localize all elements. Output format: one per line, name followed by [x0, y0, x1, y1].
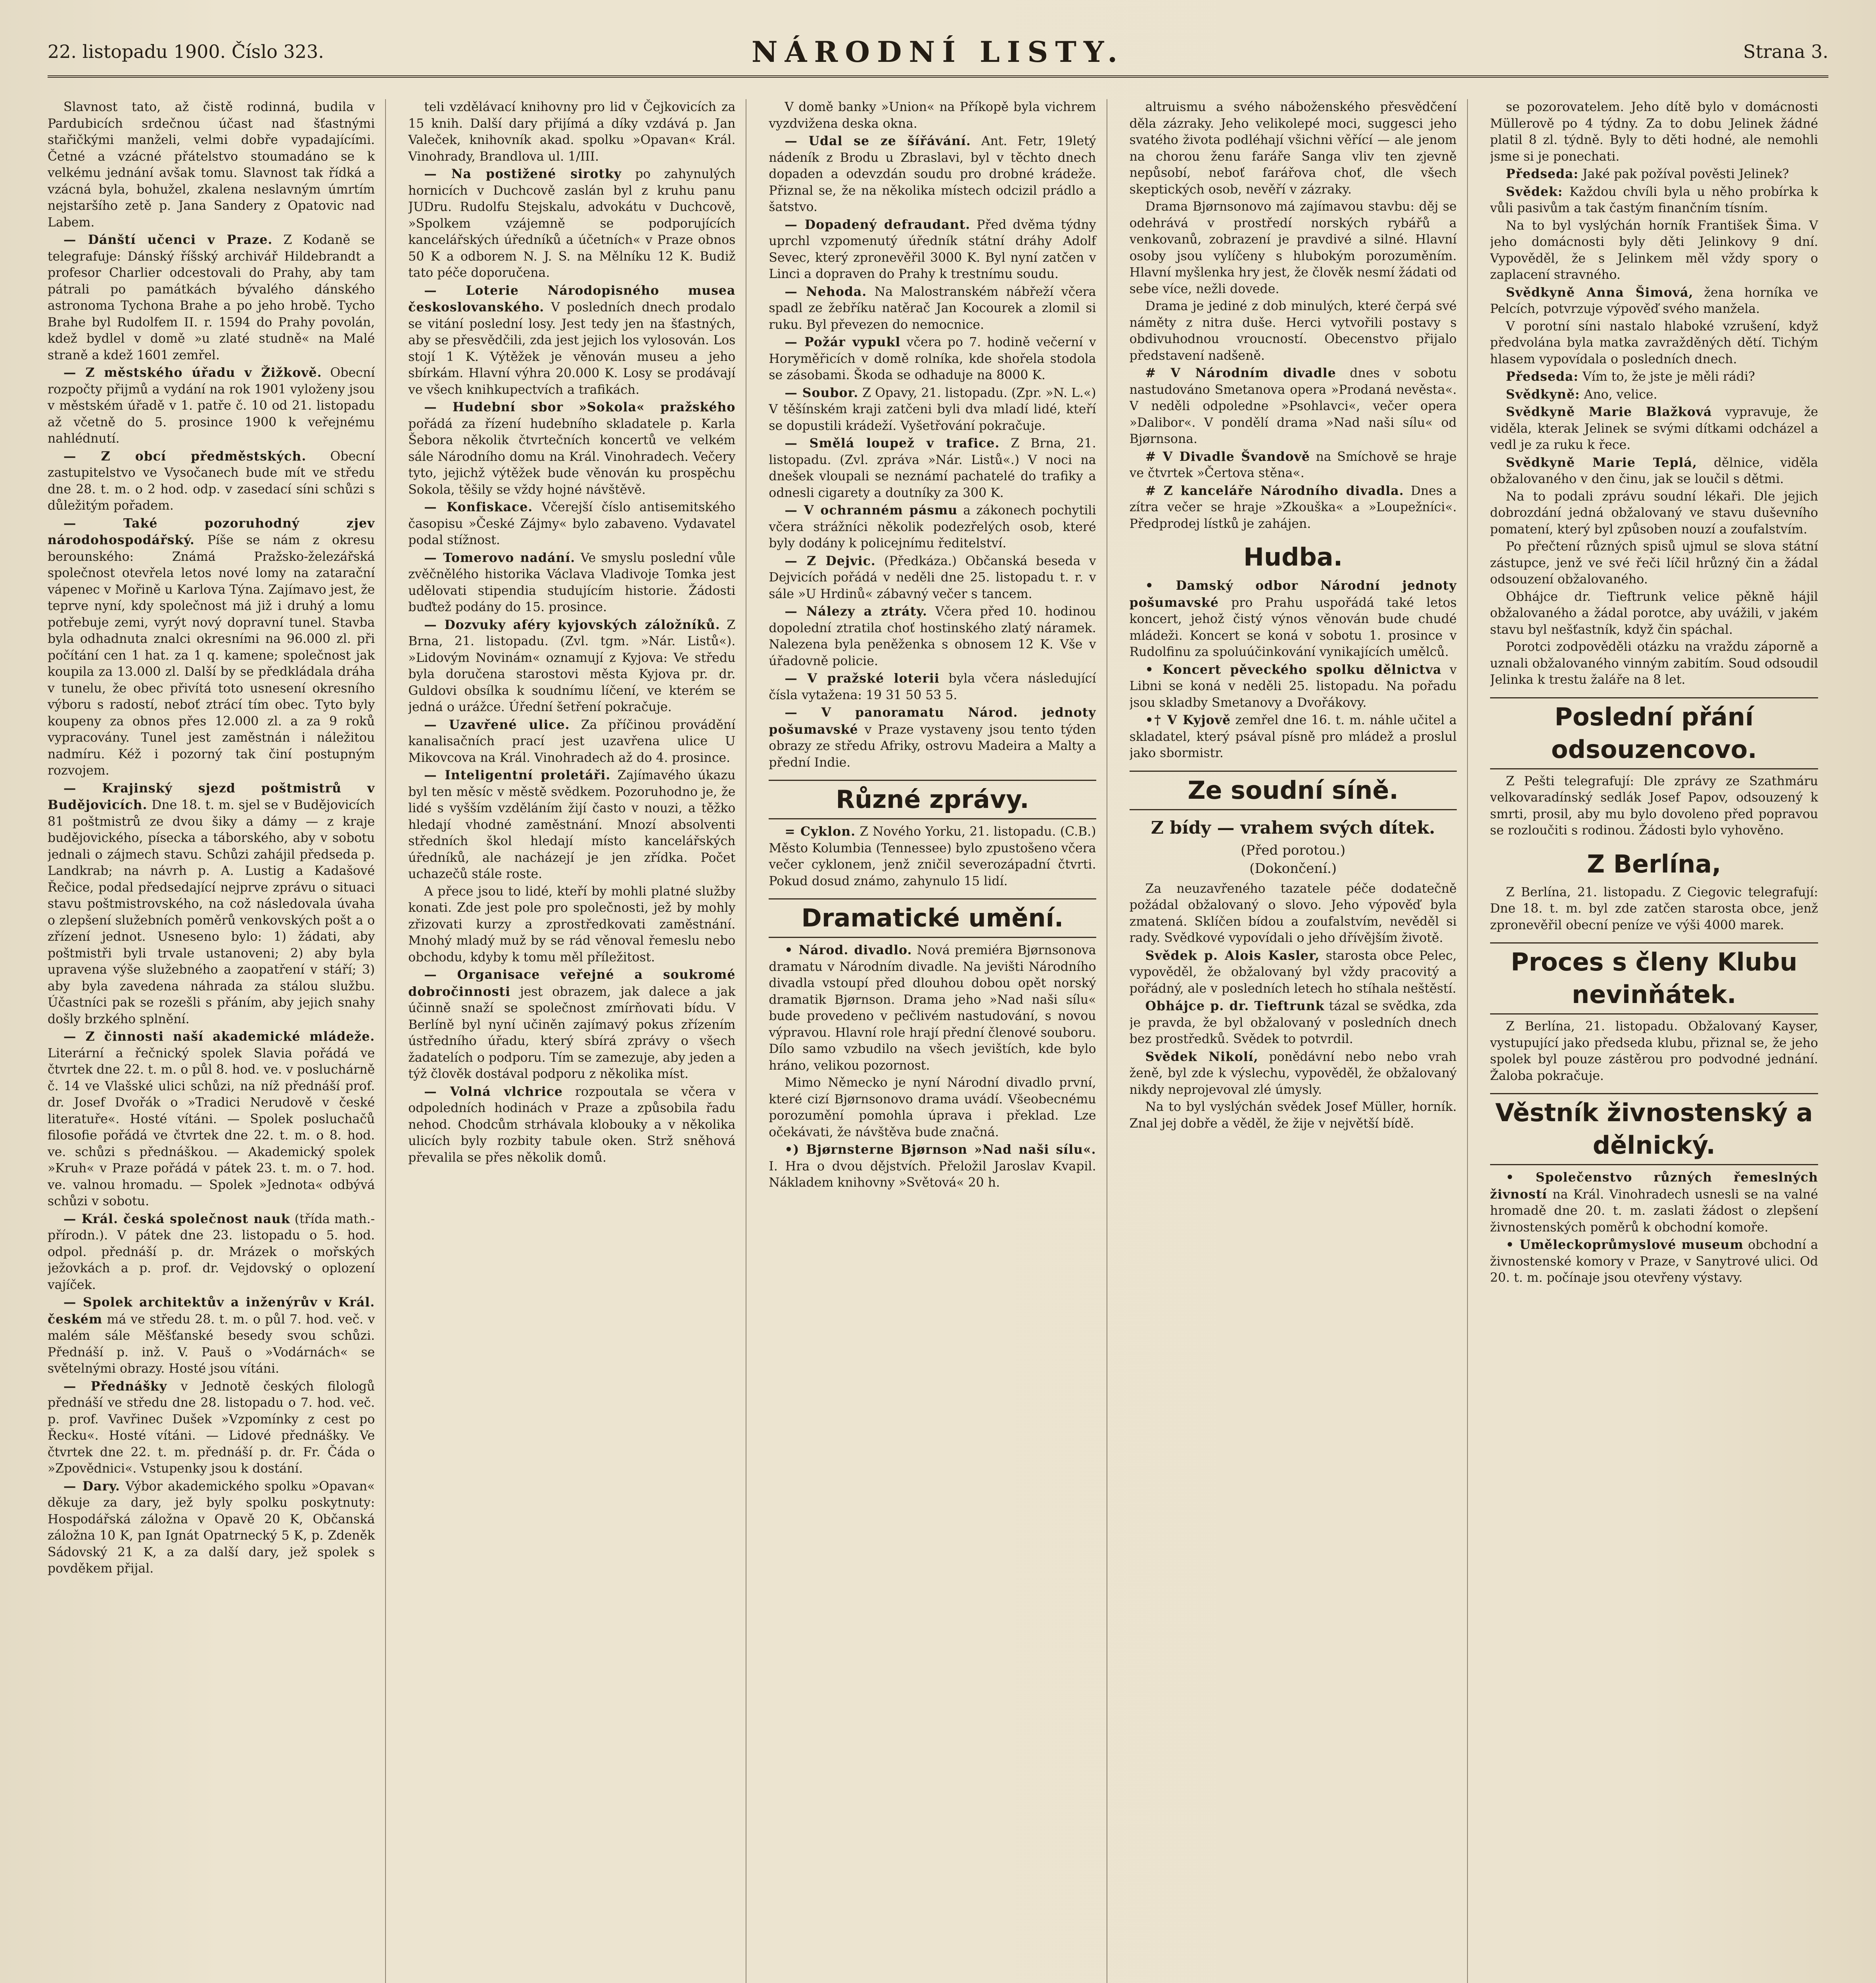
newspaper-title: NÁRODNÍ LISTY. [751, 35, 1125, 69]
paragraph-text: Z Berlína, 21. listopadu. Obžalovaný Kayser, vystupující jako předseda klubu, přiznal se, že jeho spolek byl pouze zástěrou pro podvodné jednání. Žaloba pokračuje. [1490, 1019, 1818, 1083]
paragraph-text: Na Malostranském nábřeží včera spadl ze žebříku natěrač Jan Kocourek a zlomil si ruku. Byl převezen do nemocnice. [769, 284, 1096, 332]
paragraph-lead: — Uzavřené ulice. [424, 717, 570, 732]
paragraph-text: Porotci zodpověděli otázku na vraždu záporně a uznali obžalovaného vinným zabitím. Soud odsoudil Jelinka k trestu žaláře na 8 let. [1490, 640, 1818, 687]
article-paragraph [1130, 449, 1457, 482]
paragraph-lead: • Národ. divadlo. [785, 943, 912, 957]
article-paragraph [769, 603, 1096, 669]
paragraph-lead: — V panoramatu Národ. jednoty pošumavské [769, 705, 1096, 737]
article-paragraph [1130, 1099, 1457, 1132]
paragraph-lead: • Uměleckoprůmyslové museum [1506, 1237, 1744, 1252]
paragraph-lead: — Udal se ze šířávání. [785, 134, 971, 148]
paragraph-text: Drama Bjørnsonovo má zajímavou stavbu: děj se odehrává v prostředí norských rybářů a venkovanů, zobrazení je pravdivé a silné. Hlavní osoby jsou vylíčeny s hlubokým porozuměním. Hlavní myšlenka hry jest, že člověk nesmí žádati od sebe více, nežli dovede. [1129, 199, 1457, 296]
paragraph-text: ponědávní nebo nebo vrah ženě, byl zde k výslechu, vypověděl, že obžalovaný nikdy neprojevoval zlé úmysly. [1129, 1049, 1457, 1097]
section-heading: Různé zprávy. [769, 780, 1096, 819]
paragraph-lead: Svědkyně Anna Šimová, [1506, 285, 1694, 300]
paragraph-lead: — Hudební sbor »Sokola« pražského [424, 400, 736, 414]
paragraph-text: Z Pešti telegrafují: Dle zprávy ze Szathmáru velkovaradínský sedlák Josef Papov, odsouzený k smrti, prosil, aby mu bylo dovoleno před popravou se rozloučiti s rodinou. Žádosti bylo vyhověno. [1490, 774, 1818, 838]
paragraph-text: Vím to, že jste je měli rádi? [1579, 370, 1755, 384]
article-paragraph [408, 499, 735, 549]
paragraph-lead: — Konfiskace. [424, 500, 533, 514]
article-paragraph [1490, 773, 1818, 839]
paragraph-lead: — Smělá loupež v trafice. [785, 436, 1000, 451]
paragraph-lead: — Přednášky [63, 1379, 167, 1394]
paragraph-lead: — V ochranném pásmu [785, 503, 958, 518]
article-paragraph [1130, 483, 1457, 533]
column-1 [48, 99, 386, 1983]
article-paragraph [1490, 589, 1818, 639]
article-paragraph [1490, 884, 1818, 934]
paragraph-text: vypravuje, že viděla, kterak Jelinek se svými dítkami odcházel a vedl je za ruku k řece. [1490, 405, 1818, 452]
paragraph-text: Mimo Německo je nyní Národní divadlo první, které cizí Bjørnsonovo drama uvádí. Všeobecnému porozumění pomohla úprava i překlad. Lze očekávati, že návštěva bude značná. [769, 1076, 1096, 1139]
paragraph-lead: • Koncert pěveckého spolku dělnictva [1145, 662, 1442, 677]
paragraph-text: Výbor akademického spolku »Opavan« děkuje za dary, jež byly spolku poskytnuty: Hospodářská záložna v Opavě 20 K, Občanská záložna 10 K, pan Ignát Opatrnecký 5 K, p. Zdeněk Sádovský 21 K, a za další dary, jež spolek s povděkem přijal. [48, 1479, 375, 1576]
article-paragraph [48, 515, 375, 779]
article-paragraph [769, 823, 1096, 890]
paragraph-lead: — Spolek architektův a inženýrův v Král. českém [48, 1295, 375, 1327]
paragraph-text: (třída math.-přírodn.). V pátek dne 23. listopadu o 5. hod. odpol. přednáší p. dr. Mrázek o mořských ježovkách a p. prof. dr. Vejdovský o oplození vajíček. [48, 1212, 375, 1292]
paragraph-lead: = Cyklon. [785, 824, 856, 839]
article-paragraph [1130, 712, 1457, 762]
paragraph-lead: — Volná vlchrice [424, 1084, 563, 1099]
paragraph-text: po zahynulých hornicích v Duchcově zaslán byl z kruhu panu JUDru. Rudolfu Stejskalu, advokátu v Duchcově, »Spolkem vzájemně se podporujících kancelářských úředníků a účetních« v Praze obnos 50 K a odborem N. J. S. na Mělníku 12 K. Budiž tato péče doporučena. [408, 167, 736, 280]
paragraph-text: obchodní a živnostenské komory v Praze, v Sanytrové ulici. Od 20. t. m. počínaje jsou otevřeny výstavy. [1490, 1238, 1818, 1285]
article-paragraph [1130, 881, 1457, 947]
article-paragraph [1490, 1169, 1818, 1236]
article-paragraph [408, 550, 735, 616]
paragraph-lead: — Požár vypukl [785, 335, 901, 349]
article-paragraph [769, 670, 1096, 704]
paragraph-lead: — Dary. [63, 1479, 120, 1494]
article-paragraph [1490, 639, 1818, 688]
article-paragraph [1490, 539, 1818, 588]
article-paragraph [1490, 1018, 1818, 1084]
paragraph-lead: — Z činnosti naší akademické mládeže. [63, 1029, 375, 1044]
article-paragraph [1490, 284, 1818, 318]
issue-date: 22. listopadu 1900. Číslo 323. [48, 41, 324, 62]
paragraph-text: Po přečtení různých spisů ujmul se slova státní zástupce, jenž ve své řeči líčil hrůzný čin a žádal odsouzení obžalovaného. [1490, 539, 1818, 587]
article-paragraph [48, 364, 375, 447]
article-subheadline: (Před porotou.) (Dokončení.) [1241, 842, 1346, 876]
paragraph-text: v Praze vystaveny jsou tento týden obrazy ze středu Afriky, ostrovu Madeira a Malty a přední Indie. [769, 722, 1096, 770]
article-paragraph [408, 1084, 735, 1166]
paragraph-text: Píše se nám z okresu berounského: Známá Pražsko-železářská společnost otevřela letos nové lomy na zatarační vápenec v Mořině u Karlova Týna. Zajímavo jest, že teprve nyní, kdy společnost má již i druhý a lomu potřebuje zemi, vyrýt nový dopravní tunel. Stavba byla odhadnuta znalci okresními na 96.000 zl. při počítání cen 1 hat. za 1 q. kamene; společnost jak koupila za 13.000 zl. Další by se předkládala dráha v tunelu, že obec přivítá toto usnesení okresního výboru s radostí, neboť ztrácí tím obec. Tyto byly koupeny za obnos přes 12.000 zl. a za 9 roků vypracovány. Tunel jest zaměstnán i náležitou nadmíru. Kéž i pozorný tak činí postupným rozvojem. [48, 533, 375, 778]
section-heading: Hudba. [1243, 543, 1343, 572]
article-paragraph [408, 99, 735, 165]
article-paragraph [769, 502, 1096, 552]
article-paragraph [408, 399, 735, 498]
paragraph-lead: Svědkyně: [1506, 387, 1580, 402]
article-paragraph [1490, 404, 1818, 454]
paragraph-text: Zajímavého úkazu byl ten měsíc v městě svědkem. Pozoruhodno je, že lidé s vyšším vzděláním žijí často v nouzi, a těžko hledají vhodné zaměstnání. Mnozí absolventi středních škol hledají místo kancelářských úředníků, ale nacházejí je jen zřídka. Počet uchazečů stále roste. [408, 768, 736, 881]
article-paragraph [48, 448, 375, 514]
article-paragraph [769, 1141, 1096, 1191]
paragraph-lead: — Soubor. [785, 385, 859, 400]
article-paragraph [769, 553, 1096, 603]
paragraph-text: byla včera následující čísla vytažena: 19 31 50 53 5. [769, 671, 1096, 702]
article-paragraph [1130, 365, 1457, 448]
article-paragraph [1490, 455, 1818, 488]
article-paragraph [1490, 99, 1818, 165]
paragraph-text: Ano, velice. [1580, 387, 1657, 402]
paragraph-text: v Jednotě českých filologů přednáší ve středu dne 28. listopadu o 7. hod. več. p. prof. Vavřinec Dušek »Vzpomínky z cest po Řecku«. Hosté vítáni. — Lidové přednášky. Ve čtvrtek dne 22. t. m. přednáší p. dr. Fr. Čáda o »Zpovědnici«. Vstupenky jsou k dostání. [48, 1379, 375, 1476]
paragraph-lead: •† V Kyjově [1145, 713, 1231, 727]
article-paragraph [408, 717, 735, 767]
paragraph-text: V domě banky »Union« na Příkopě byla vichrem vyzdvižena deska okna. [769, 100, 1096, 131]
paragraph-lead: — Dozvuky aféry kyjovských záložníků. [424, 617, 720, 632]
article-paragraph [769, 385, 1096, 435]
article-paragraph [1490, 218, 1818, 284]
paragraph-text: altruismu a svého náboženského přesvědčení děla zázraky. Jeho velikolepé moci, suggesci jeho svatého života podléhají všichni věřící — ale jenom na chorou ženu faráře Sanga vliv ten zjevně nepůsobí, neboť farářova choť, dle všech skeptických osob, nevěří v zázraky. [1129, 100, 1457, 197]
paragraph-text: Z Brna, 21. listopadu. (Zvl. tgm. »Nár. Listů«). »Lidovým Novinám« oznamují z Kyjova: Ve středu byla doručena starostovi města Kyjova pr. dr. Guldovi obsílka k soudnímu líčení, ve kterém se jedná o urážce. Úřední šetření pokračuje. [408, 618, 736, 714]
paragraph-text: rozpoutala se včera v odpoledních hodinách v Praze a způsobila řadu nehod. Chodcům strhávala klobouky a v několika ulicích byly rozbity tabule oken. Strž sněhová převalila se přes několik domů. [408, 1084, 736, 1165]
article-paragraph [408, 884, 735, 966]
article-paragraph [1490, 386, 1818, 403]
article-paragraph [408, 166, 735, 282]
paragraph-text: Dne 18. t. m. sjel se v Budějovicích 81 poštmistrů ze dvou šiky a dámy — z kraje budějovického, písecka a táborského, aby v sobotu jednali o zájmech stavu. Schůzi zahájil předseda p. Landkrab; na návrh p. A. Lustig a Kadašové Řečice, podal předsedající nejprve zprávu o situaci stavu poštmistrovského, na což následovala úvaha o zlepšení služebních poměrů venkovských pošt a o zřízení jednot. Usneseno bylo: 1) žádati, aby poštmistři byli trvale ustanoveni; 2) aby byla upravena výše služebného a zaopatření v stáří; 3) aby byla zavedena náhrada za stálou službu. Účastníci pak se rozešli s přáním, aby jejich snahy došly brzkého splnění. [48, 798, 375, 1026]
paragraph-lead: — Loterie Národopisného musea českoslovanského. [408, 283, 736, 315]
paragraph-text: Z Nového Yorku, 21. listopadu. (C.B.) Město Kolumbia (Tennessee) bylo zpustošeno včera večer cyklonem, jenž zničil severozápadní čtvrti. Pokud dosud známo, zahynulo 15 lidí. [769, 825, 1096, 888]
paragraph-text: (Předkáza.) Občanská beseda v Dejvicích pořádá v neděli dne 25. listopadu t. r. v sále »U Hrdinů« zábavný večer s tancem. [769, 554, 1096, 601]
article-paragraph [1490, 368, 1818, 385]
paragraph-lead: Svědkyně Marie Blažková [1506, 405, 1712, 419]
paragraph-text: na Smíchově se hraje ve čtvrtek »Čertova stěna«. [1129, 449, 1457, 480]
paragraph-lead: — Nehoda. [785, 284, 867, 299]
paragraph-lead: • Společenstvo různých řemeslných živností [1490, 1170, 1818, 1202]
paragraph-text: Před dvěma týdny uprchl vzpomenutý úředník státní dráhy Adolf Sevec, který zpronevěřil 3000 K. Byl nyní zatčen v Linci a dopraven do Prahy k trestnímu soudu. [769, 217, 1096, 281]
paragraph-text: Na to byl vyslýchán svědek Josef Müller, horník. Znal jej dobře a věděl, že žije v největší bídě. [1129, 1100, 1457, 1131]
paragraph-text: V posledních dnech prodalo se vitání poslední losy. Jest tedy jen na šťastných, aby se přesvědčili, zda jest jejich los vylosován. Los stojí 1 K. Výtěžek je věnován museu a jeho sbírkám. Hlavní výhra 20.000 K. Losy se prodávají ve všech knihkupectvích a trafikách. [408, 300, 736, 397]
section-heading: Proces s členy Klubu nevinňátek. [1490, 942, 1818, 1015]
paragraph-text: pro Prahu uspořádá také letos koncert, jehož čistý výnos věnován bude chudé mládeži. Koncert se koná v sobotu 1. prosince v Rudolfinu za spoluúčinkování vynikajících umělců. [1129, 595, 1457, 659]
paragraph-text: Obhájce dr. Tieftrunk velice pěkně hájil obžalovaného a žádal porotce, aby uvážili, v jakém stavu byl nešťastník, když čin spáchal. [1490, 589, 1818, 637]
article-paragraph [1490, 184, 1818, 217]
article-paragraph [769, 284, 1096, 334]
section-heading: Poslední přání odsouzencovo. [1490, 697, 1818, 769]
article-paragraph [48, 1294, 375, 1377]
article-paragraph [1130, 998, 1457, 1048]
paragraph-text: na Král. Vinohradech usnesli se na valné hromadě dne 20. t. m. zaslati žádost o zlepšení živnostenských poměrů k obchodní komoře. [1490, 1187, 1818, 1235]
paragraph-lead: — Nálezy a ztráty. [785, 604, 927, 619]
article-headline: Z bídy — vrahem svých dítek. [1151, 817, 1435, 838]
article-paragraph [1490, 166, 1818, 183]
article-paragraph [1130, 947, 1457, 997]
column-5 [1490, 99, 1828, 1983]
article-paragraph [408, 967, 735, 1083]
article-paragraph [48, 780, 375, 1028]
paragraph-text: A přece jsou to lidé, kteří by mohli platné služby konati. Zde jest pole pro společnosti, jež by mohly zřizovati kurzy a zprostředkovati zaměstnání. Mnohý mladý muž by se rád věnoval řemeslu nebo obchodu, kdyby k tomu měl příležitost. [408, 884, 736, 965]
paragraph-text: včera po 7. hodině večerní v Horyměřicích v domě rolníka, kde shořela stodola se zásobami. Škoda se odhaduje na 8000 K. [769, 335, 1096, 382]
section-heading: Dramatické umění. [769, 898, 1096, 938]
article-paragraph [48, 1378, 375, 1477]
paragraph-lead: •) Bjørnsterne Bjørnson »Nad naši sílu«. [785, 1142, 1096, 1157]
article-paragraph [48, 99, 375, 231]
article-paragraph [769, 334, 1096, 384]
paragraph-lead: — Král. česká společnost nauk [63, 1211, 290, 1226]
paragraph-text: Z Opavy, 21. listopadu. (Zpr. »N. L.«) V těšínském kraji zatčeni byli dva mladí lidé, kteří se dopustili krádeží. Vyšetřování pokračuje. [769, 385, 1096, 433]
article-paragraph [1130, 577, 1457, 661]
page-number: Strana 3. [1743, 41, 1828, 62]
column-4 [1130, 99, 1468, 1983]
paragraph-lead: — Tomerovo nadání. [424, 550, 575, 565]
article-paragraph [769, 704, 1096, 771]
article-paragraph [1130, 662, 1457, 712]
paragraph-text: Ve smyslu poslední vůle zvěčnělého historika Václava Vladivoje Tomka jest udělovati stipendia studujícím historie. Žádosti buďtež podány do 15. prosince. [408, 550, 736, 614]
article-paragraph [1130, 199, 1457, 297]
paragraph-lead: — Také pozoruhodný zjev národohospodářský. [48, 516, 375, 547]
paragraph-text: Za neuzavřeného tazatele péče dodatečně požádal obžalovaný o slovo. Jeho výpověď byla zmatená. Sklíčen bídou a zoufalstvím, nevěděl si rady. Svědkové vypovídali o jeho dřívějším životě. [1129, 881, 1457, 945]
paragraph-text: Včera před 10. hodinou dopolední ztratila choť hostinského zlatý náramek. Nalezena byla peněženka s obnosem 12 K. Vše v úřadovně policie. [769, 604, 1096, 668]
article-paragraph [1490, 1237, 1818, 1287]
paragraph-text: Na to podali zprávu soudní lékaři. Dle jejich dobrozdání jedná obžalovaný ve stavu duševního pomatení, který byl způsoben nouzí a zoufalstvím. [1490, 489, 1818, 537]
article-paragraph [769, 217, 1096, 283]
paragraph-lead: — Z obcí předměstských. [63, 449, 307, 464]
paragraph-text: jest obrazem, jak dalece a jak účinně snaží se společnost zmírňovati bídu. V Berlíně byl nyní učiněn zajímavý pokus zřízením ústředního úřadu, který sbírá zprávy o všech žadatelích o podporu. Tím se zamezuje, aby jeden a týž člověk dostával podporu z několika míst. [408, 984, 736, 1081]
paragraph-text: Ant. Fetr, 19letý nádeník z Brodu u Zbraslavi, byl v těchto dnech dopaden a odevzdán soudu pro drobné krádeže. Přiznal se, že na několika místech odcizil prádlo a šatstvo. [769, 134, 1096, 214]
article-paragraph [769, 99, 1096, 132]
paragraph-text: dnes v sobotu nastudováno Smetanova opera »Prodaná nevěsta«. V neděli odpoledne »Psohlavci«, večer opera »Dalibor«. V pondělí drama »Nad naši sílu« od Bjørnsona. [1129, 366, 1457, 446]
article-paragraph [769, 942, 1096, 1074]
paragraph-text: I. Hra o dvou dějstvích. Přeložil Jaroslav Kvapil. Nákladem knihovny »Světová« 20 h. [769, 1159, 1096, 1190]
paragraph-text: Nová premiéra Bjørnsonova dramatu v Národním divadle. Na jevišti Národního divadla vstoupí před dlouhou dobou opět norský dramatik Bjørnson. Drama jeho »Nad naši sílu« bude provedeno v pečlivém nastudování, s novou výpravou. Hlavní role hrají přední členové souboru. Dílo samo vzbudilo na všech jevištích, kde bylo hráno, velikou pozornost. [769, 943, 1096, 1073]
column-3 [769, 99, 1107, 1983]
column-2 [408, 99, 746, 1983]
paragraph-lead: # Z kanceláře Národního divadla. [1145, 483, 1404, 498]
article-paragraph [769, 133, 1096, 216]
paragraph-text: Dnes a zítra večer se hraje »Zkouška« a »Loupežníci«. Předprodej lístků je zahájen. [1129, 483, 1457, 531]
paragraph-text: pořádá za řízení hudebního skladatele p. Karla Šebora několik čtvrtečních koncertů ve velkém sále Národního domu na Král. Vinohradech. Večery tyto, jejichž výtěžek bude věnován ku prospěchu Sokola, těšily se vždy hojné návštěvě. [408, 416, 736, 497]
paragraph-text: Z Brna, 21. listopadu. (Zvl. zpráva »Nár. Listů«.) V noci na dnešek vloupali se neznámí pachatelé do trafiky a odnesli cigarety a doutníky za 300 K. [769, 436, 1096, 500]
article-paragraph [408, 767, 735, 883]
paragraph-lead: Svědek Nikolí, [1145, 1049, 1258, 1064]
paragraph-lead: • Damský odbor Národní jednoty pošumavské [1129, 578, 1457, 610]
paragraph-text: a zákonech pochytili včera strážníci několik podezřelých osob, které byly dodány k policejnímu ředitelství. [769, 503, 1096, 550]
paragraph-lead: — Dopadený defraudant. [785, 217, 971, 232]
paragraph-text: V porotní síni nastalo hlaboké vzrušení, když předvolána byla matka zavražděných dětí. Tichým hlasem vypovídala o posledních dnech. [1490, 319, 1818, 366]
paragraph-text: Na to byl vyslýchán horník František Šima. V jeho domácnosti byly děti Jelinkovy 9 dní. Vypověděl, že s Jelinkem měl vždy spory o zaplacení stravného. [1490, 218, 1818, 282]
paragraph-text: teli vzdělávací knihovny pro lid v Čejkovicích za 15 knih. Další dary přijímá a díky vzdává p. Jan Valeček, knihovník akad. spolku »Opavan« Král. Vinohrady, Brandlova ul. 1/III. [408, 100, 736, 164]
paragraph-text: žena horníka ve Pelcích, potvrzuje výpověď svého manžela. [1490, 285, 1818, 316]
article-columns [48, 99, 1828, 1983]
article-paragraph [1130, 298, 1457, 364]
paragraph-lead: Svědek p. Alois Kasler, [1145, 948, 1320, 963]
paragraph-text: Z Kodaně se telegrafuje: Dánský říšský archivář Hildebrandt a profesor Charlier odcestovali do Prahy, aby tam pátrali po památkách bývalého dánského astronoma Tychona Brahe a po jeho hrobě. Tycho Brahe byl Rudolfem II. r. 1594 do Prahy povolán, kdež bydlel v domě »u zlaté studně« na Malé straně a kdež 1601 zemřel. [48, 233, 375, 362]
paragraph-text: zemřel dne 16. t. m. náhle učitel a skladatel, který psával písně pro mládež a proslul jako sbormistr. [1129, 713, 1457, 760]
section-heading: Věstník živnostenský a dělnický. [1490, 1093, 1818, 1165]
paragraph-text: Z Berlína, 21. listopadu. Z Ciegovic telegrafují: Dne 18. t. m. byl zde zatčen starosta obce, jenž zpronevěřil obecní peníze ve výši 4000 marek. [1490, 885, 1818, 932]
article-paragraph [408, 282, 735, 399]
article-paragraph [408, 617, 735, 716]
paragraph-text: Za příčinou provádění kanalisačních prací jest uzavřena ulice U Mikovcova na Král. Vinohradech až do 4. prosince. [408, 717, 736, 765]
article-paragraph [769, 1075, 1096, 1141]
article-paragraph [48, 232, 375, 364]
paragraph-text: starosta obce Pelec, vypověděl, že obžalovaný byl vždy pracovitý a pořádný, ale v posledních letech ho stíhala neštěstí. [1129, 948, 1457, 996]
paragraph-lead: Předseda: [1506, 167, 1579, 181]
article-paragraph [1490, 489, 1818, 538]
paragraph-text: tázal se svědka, zda je pravda, že byl obžalovaný v posledních dnech bez prostředků. Svědek to potvrdil. [1129, 999, 1457, 1046]
paragraph-text: Drama je jediné z dob minulých, které čerpá své náměty z nitra duše. Herci vytvořili postavy s obdivuhodnou vroucností. Obecenstvo přijalo představení nadšeně. [1129, 299, 1457, 363]
paragraph-text: má ve středu 28. t. m. o půl 7. hod. več. v malém sále Měšťanské besedy svou schůzi. Přednáší p. inž. V. Pauš o »Vodárnách« se světelnými obrazy. Hosté jsou vítáni. [48, 1312, 375, 1376]
paragraph-text: Obecní zastupitelstvo ve Vysočanech bude mít ve středu dne 28. t. m. o 2 hod. odp. v zasedací síni schůzi s důležitým pořadem. [48, 449, 375, 513]
paragraph-lead: — Krajinský sjezd poštmistrů v Budějovicích. [48, 781, 375, 812]
paragraph-lead: Svědkyně Marie Teplá, [1506, 455, 1697, 470]
paragraph-lead: Obhájce p. dr. Tieftrunk [1145, 999, 1325, 1013]
article-paragraph [769, 435, 1096, 501]
paragraph-text: Obecní rozpočty přijmů a vydání na rok 1901 vyloženy jsou v městském úřadě v 1. patře č. 10 od 21. listopadu až včetně do 5. prosince 1900 k veřejnému nahlédnutí. [48, 366, 375, 446]
paragraph-text: Každou chvíli byla u něho probírka k vůli pasivům a tak častým finančním tísním. [1490, 184, 1818, 215]
article-paragraph [1490, 318, 1818, 368]
paragraph-text: Slavnost tato, až čistě rodinná, budila v Pardubicích srdečnou účast nad šťastnými stařičkými manželi, velmi dobře vypadajícími. Četné a vzácné přátelstvo stoumadáno se k velkému jednání avšak tomu. Slavnost tak řídká a vzácná byla, bohužel, zkalena neslavným úmrtím nejstaršího zetě p. Jana Sandery z Opatovic nad Labem. [48, 100, 375, 230]
paragraph-lead: — Inteligentní proletáři. [424, 768, 611, 782]
paragraph-text: dělnice, viděla obžalovaného v den činu, jak se loučil s dětmi. [1490, 455, 1818, 486]
section-heading: Z Berlína, [1587, 849, 1721, 878]
paragraph-lead: # V Národním divadle [1145, 366, 1336, 380]
paragraph-lead: — V pražské loterii [785, 671, 940, 686]
paragraph-lead: # V Divadle Švandově [1145, 449, 1310, 464]
article-paragraph [1130, 1049, 1457, 1099]
paragraph-lead: Svědek: [1506, 184, 1563, 199]
article-paragraph [48, 1211, 375, 1294]
paragraph-lead: — Organisace veřejné a soukromé dobročinnosti [408, 967, 736, 999]
paragraph-lead: — Na postižené sirotky [424, 167, 622, 181]
paragraph-lead: Předseda: [1506, 369, 1579, 384]
paragraph-text: Literární a řečnický spolek Slavia pořádá ve čtvrtek dne 22. t. m. o půl 8. hod. ve. v posluchárně č. 14 ve Vlašské ulici schůzi, na níž přednáší prof. dr. Josef Dvořák o »Tradici Nerudově v české literatuře«. Hosté vítáni. — Spolek posluchačů filosofie pořádá ve čtvrtek dne 22. t. m. o 8. hod. ve. schůzi s přednáškou. — Akademický spolek »Kruh« v Praze pořádá v pátek 23. t. m. o 7. hod. ve. valnou hromadu. — Spolek »Jednota« odbývá schůzi v sobotu. [48, 1046, 375, 1208]
paragraph-lead: — Z Dejvic. [785, 553, 876, 568]
paragraph-text: v Libni se koná v neděli 25. listopadu. Na pořadu jsou skladby Smetanovy a Dvořákovy. [1129, 662, 1457, 710]
paragraph-text: Jaké pak požíval pověsti Jelinek? [1579, 167, 1789, 181]
article-paragraph [1130, 99, 1457, 198]
paragraph-lead: — Dánští učenci v Praze. [63, 232, 273, 247]
section-heading: Ze soudní síně. [1130, 771, 1457, 810]
article-paragraph [48, 1028, 375, 1210]
paragraph-lead: — Z městského úřadu v Žižkově. [63, 365, 322, 380]
paragraph-text: Včerejší číslo antisemitského časopisu »České Zájmy« bylo zabaveno. Vydavatel podal stížnost. [408, 500, 736, 547]
paragraph-text: se pozorovatelem. Jeho dítě bylo v domácnosti Müllerově po 4 týdny. Za to dobu Jelinek žádné platil 8 zl. týdně. Byly to děti hodné, ale nemohli jsme si je ponechati. [1490, 100, 1818, 164]
article-paragraph [48, 1478, 375, 1577]
masthead [48, 28, 1828, 78]
